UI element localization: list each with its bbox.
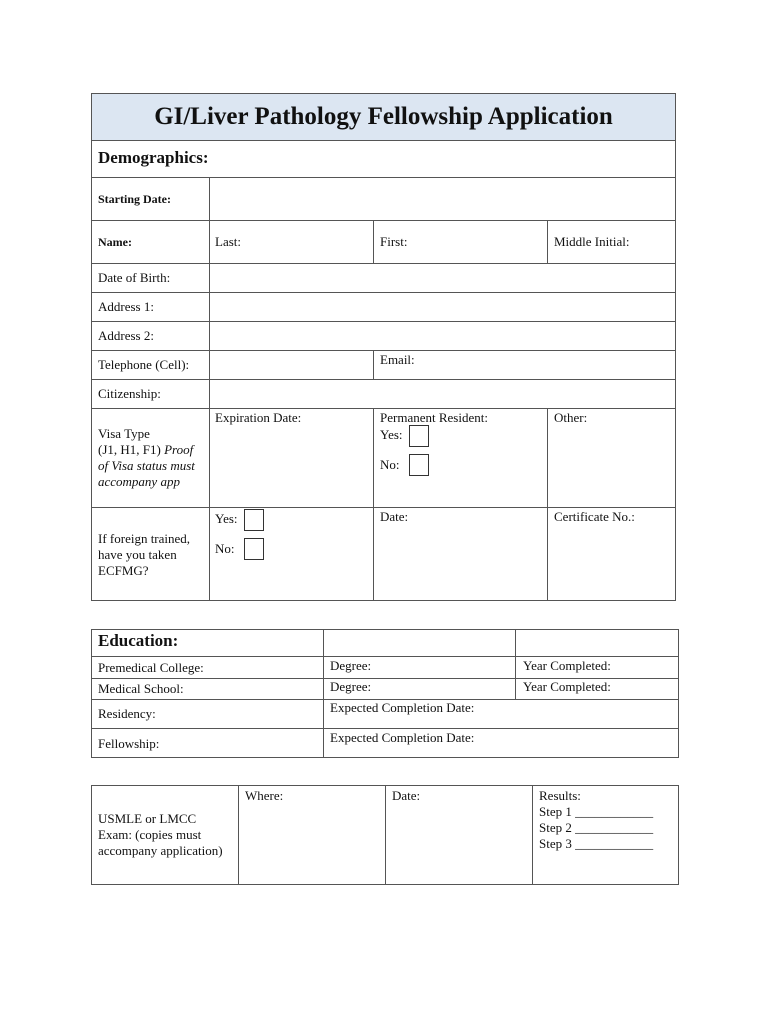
- ecfmg-label-line2: have you taken: [98, 547, 177, 562]
- ecfmg-yes-label: Yes:: [215, 511, 238, 526]
- pr-no-label: No:: [380, 457, 400, 472]
- starting-date-field[interactable]: [210, 178, 675, 220]
- middle-initial-field[interactable]: Middle Initial:: [554, 234, 630, 249]
- premedical-year-field[interactable]: Year Completed:: [523, 658, 611, 673]
- premedical-label: Premedical College:: [98, 660, 204, 675]
- exam-label: USMLE or LMCC: [98, 811, 197, 826]
- medical-degree-field[interactable]: Degree:: [330, 679, 372, 694]
- pr-yes-checkbox[interactable]: [409, 425, 429, 447]
- telephone-field[interactable]: [210, 351, 373, 379]
- residency-completion-field[interactable]: Expected Completion Date:: [330, 700, 475, 715]
- premedical-degree-field[interactable]: Degree:: [330, 658, 372, 673]
- citizenship-label: Citizenship:: [98, 386, 161, 401]
- medical-year-field[interactable]: Year Completed:: [523, 679, 611, 694]
- demographics-heading: Demographics:: [98, 148, 209, 167]
- pr-no-checkbox[interactable]: [409, 454, 429, 476]
- expiration-date-field[interactable]: Expiration Date:: [215, 410, 302, 425]
- exam-results-label: Results:: [539, 788, 581, 803]
- name-label: Name:: [98, 235, 132, 249]
- visa-type-note-line4: accompany app: [98, 474, 180, 489]
- address1-label: Address 1:: [98, 299, 154, 314]
- other-field[interactable]: Other:: [554, 410, 588, 425]
- telephone-label: Telephone (Cell):: [98, 357, 190, 372]
- fellowship-label: Fellowship:: [98, 736, 160, 751]
- ecfmg-date-field[interactable]: Date:: [380, 509, 409, 524]
- address2-label: Address 2:: [98, 328, 154, 343]
- ecfmg-yes-checkbox[interactable]: [244, 509, 264, 531]
- ecfmg-label: If foreign trained,: [98, 531, 191, 546]
- address1-field[interactable]: [210, 293, 675, 321]
- first-name-field[interactable]: First:: [380, 234, 408, 249]
- ecfmg-label-line3: ECFMG?: [98, 563, 149, 578]
- dob-field[interactable]: [210, 264, 675, 292]
- step3-field[interactable]: Step 3 ____________: [539, 836, 654, 851]
- starting-date-label: Starting Date:: [98, 192, 171, 206]
- dob-label: Date of Birth:: [98, 270, 171, 285]
- certificate-no-field[interactable]: Certificate No.:: [554, 509, 635, 524]
- visa-type-note-line3: of Visa status must: [98, 458, 195, 473]
- step2-field[interactable]: Step 2 ____________: [539, 820, 654, 835]
- exam-label-line2: Exam: (copies must: [98, 827, 202, 842]
- last-name-field[interactable]: Last:: [215, 234, 241, 249]
- medical-school-label: Medical School:: [98, 681, 184, 696]
- visa-type-label: Visa Type: [98, 426, 150, 441]
- exam-date-field[interactable]: Date:: [392, 788, 421, 803]
- address2-field[interactable]: [210, 322, 675, 350]
- ecfmg-no-checkbox[interactable]: [244, 538, 264, 560]
- pr-yes-label: Yes:: [380, 427, 403, 442]
- step1-field[interactable]: Step 1 ____________: [539, 804, 654, 819]
- permanent-resident-label: Permanent Resident:: [380, 410, 488, 425]
- fellowship-completion-field[interactable]: Expected Completion Date:: [330, 730, 475, 745]
- visa-type-note: (J1, H1, F1) Proof: [98, 442, 194, 457]
- page-title: GI/Liver Pathology Fellowship Application: [92, 94, 675, 141]
- residency-label: Residency:: [98, 706, 156, 721]
- education-heading: Education:: [98, 631, 179, 650]
- exam-where-field[interactable]: Where:: [245, 788, 284, 803]
- citizenship-field[interactable]: [210, 380, 675, 408]
- ecfmg-no-label: No:: [215, 541, 235, 556]
- exam-label-line3: accompany application): [98, 843, 223, 858]
- email-field[interactable]: Email:: [380, 352, 415, 367]
